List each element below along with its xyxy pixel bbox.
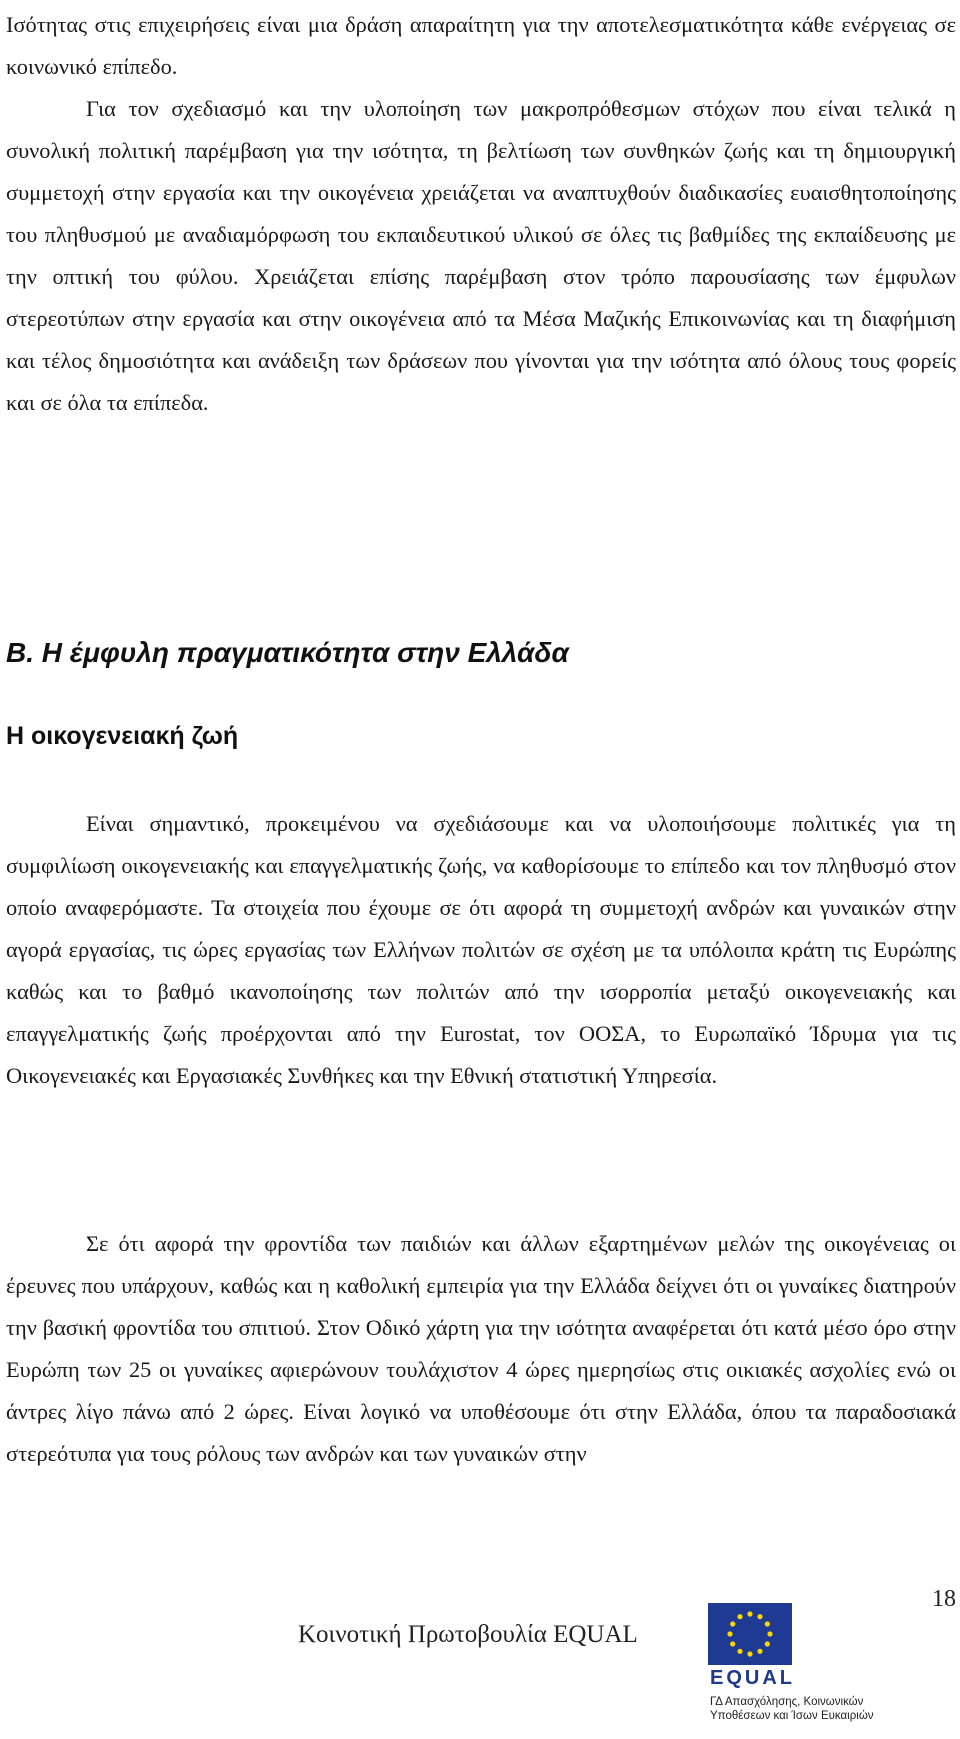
equal-logo bbox=[700, 1603, 874, 1739]
footer-initiative: Κοινοτική Πρωτοβουλία EQUAL bbox=[298, 1621, 638, 1648]
paragraph-reconciliation: Είναι σημαντικό, προκειμένου να σχεδιάσουμε και να υλοποιήσουμε πολιτικές για τη συμφιλίωση οικογενειακής και επαγγελματικής ζωής, να καθορίσουμε το επίπεδο και τον πληθυσμό στον οποίο αναφερόμαστε. Τα στοιχεία που έχουμε σε ότι αφορά τη συμμετοχή ανδρών και γυναικών στην αγορά εργασίας, τις ώρες εργασίας των Ελλήνων πολιτών σε σχέση με τα υπόλοιπα κράτη τις Ευρώπης καθώς και το βαθμό ικανοποίησης των πολιτών από την ισορροπία μεταξύ οικογενειακής και επαγγελματικής ζωής προέρχονται από την Eurostat, τον ΟΟΣΑ, το Ευρωπαϊκό Ίδρυμα για τις Οικογενειακές και Εργασιακές Συνθήκες και την Εθνική στατιστική Υπηρεσία. bbox=[6, 811, 956, 1088]
paragraph-care: Σε ότι αφορά την φροντίδα των παιδιών και άλλων εξαρτημένων μελών της οικογένειας οι έρευνες που υπάρχουν, καθώς και η καθολική εμπειρία για την Ελλάδα δείχνει ότι οι γυναίκες διατηρούν την βασική φροντίδα του σπιτιού. Στον Οδικό χάρτη για την ισότητα αναφέρεται ότι κατά μέσο όρο στην Ευρώπη των 25 οι γυναίκες αφιερώνουν τουλάχιστον 4 ώρες ημερησίως στις οικιακές ασχολίες ενώ οι άντρες λίγο πάνω από 2 ώρες. Είναι λογικό να υποθέσουμε ότι στην Ελλάδα, όπου τα παραδοσιακά στερεότυπα για τους ρόλους των ανδρών και των γυναικών στην bbox=[6, 1231, 956, 1466]
section-heading: Β. Η έμφυλη πραγματικότητα στην Ελλάδα bbox=[6, 637, 569, 668]
equal-logo-word: EQUAL bbox=[710, 1667, 795, 1689]
ministry-label: ΓΔ Απασχόλησης, Κοινωνικών Υποθέσεων και Ίσων Ευκαιριών bbox=[710, 1696, 874, 1722]
page-number: 18 bbox=[932, 1586, 956, 1612]
paragraph-intro: Ισότητας στις επιχειρήσεις είναι μια δράση απαραίτητη για την αποτελεσματικότητα κάθε ενέργειας σε κοινωνικό επίπεδο. bbox=[6, 12, 956, 79]
paragraph-policy: Για τον σχεδιασμό και την υλοποίηση των μακροπρόθεσμων στόχων που είναι τελικά η συνολική πολιτική παρέμβαση για την ισότητα, τη βελτίωση των συνθηκών ζωής και τη δημιουργική συμμετοχή στην εργασία και την οικογένεια χρειάζεται να αναπτυχθούν διαδικασίες ευαισθητοποίησης του πληθυσμού με αναδιαμόρφωση του εκπαιδευτικού υλικού σε όλες τις βαθμίδες της εκπαίδευσης με την οπτική του φύλου. Χρειάζεται επίσης παρέμβαση στον τρόπο παρουσίασης των έμφυλων στερεοτύπων στην εργασία και στην οικογένεια από τα Μέσα Μαζικής Επικοινωνίας και τη διαφήμιση και τέλος δημοσιότητα και ανάδειξη των δράσεων που γίνονται για την ισότητα από όλους τους φορείς και σε όλα τα επίπεδα. bbox=[6, 96, 956, 415]
subsection-heading: Η οικογενειακή ζωή bbox=[6, 722, 239, 750]
eu-flag-icon bbox=[708, 1603, 792, 1665]
